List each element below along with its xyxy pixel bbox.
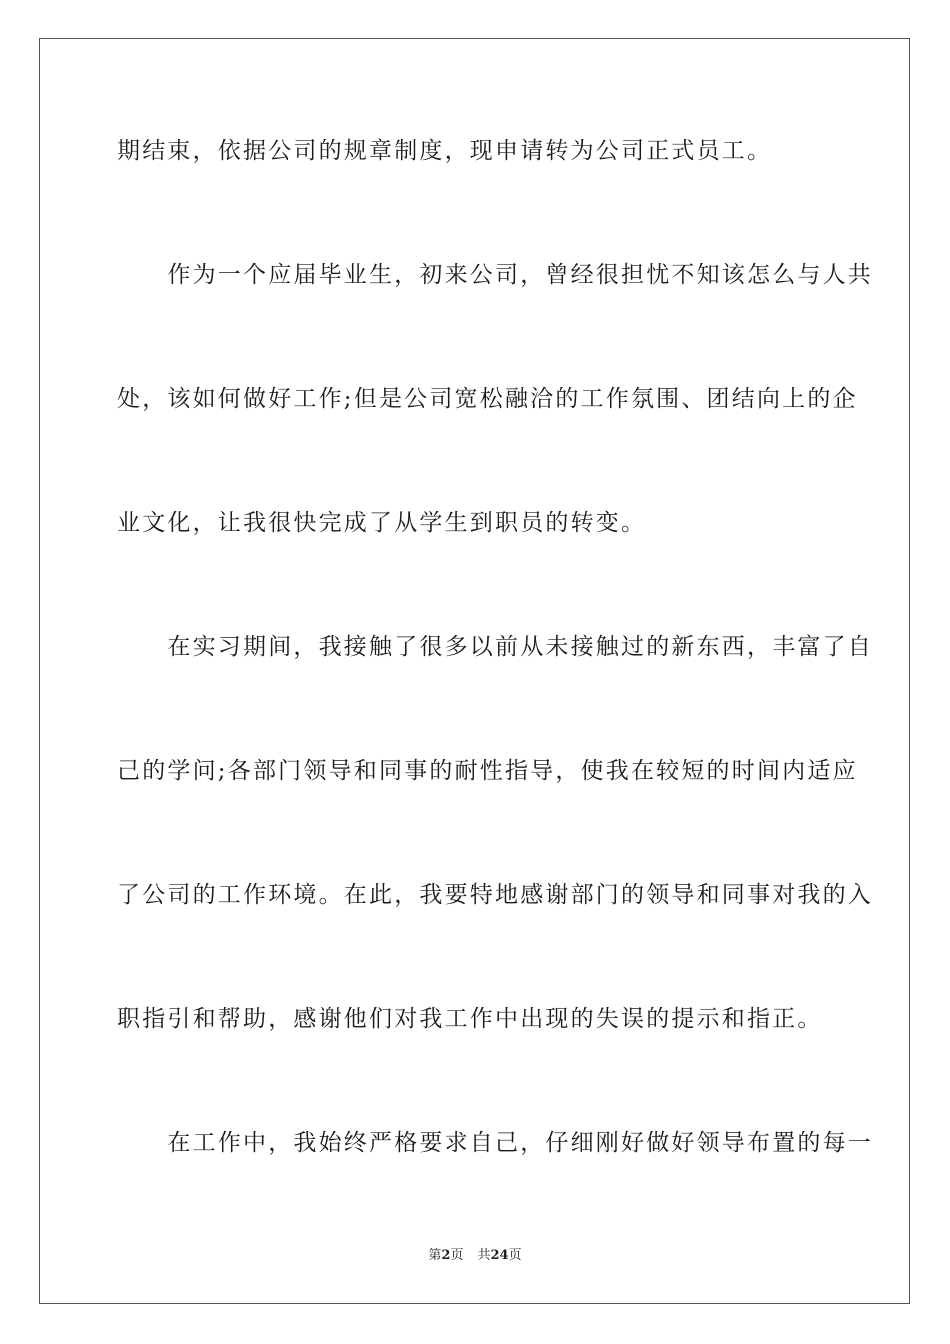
body-text-line: 处，该如何做好工作;但是公司宽松融洽的工作氛围、团结向上的企 bbox=[117, 386, 858, 412]
total-pages-number: 24 bbox=[490, 1248, 509, 1263]
body-text-line: 己的学问;各部门领导和同事的耐性指导，使我在较短的时间内适应 bbox=[117, 758, 858, 784]
page-footer bbox=[0, 1247, 950, 1265]
body-text-line: 作为一个应届毕业生，初来公司，曾经很担忧不知该怎么与人共 bbox=[117, 262, 873, 288]
page-number-prefix: 第 bbox=[428, 1248, 442, 1263]
page-border bbox=[39, 38, 910, 1304]
page-number-suffix: 页 bbox=[450, 1248, 464, 1263]
body-text-line: 在实习期间，我接触了很多以前从未接触过的新东西，丰富了自 bbox=[117, 634, 873, 660]
body-text-line: 期结束，依据公司的规章制度，现申请转为公司正式员工。 bbox=[117, 138, 773, 164]
total-pages-prefix: 共 bbox=[477, 1248, 491, 1263]
body-text-line: 业文化，让我很快完成了从学生到职员的转变。 bbox=[117, 510, 647, 536]
body-text-line: 职指引和帮助，感谢他们对我工作中出现的失误的提示和指正。 bbox=[117, 1006, 823, 1032]
body-text-line: 在工作中，我始终严格要求自己，仔细刚好做好领导布置的每一 bbox=[117, 1130, 873, 1156]
current-page-number: 2 bbox=[441, 1248, 451, 1263]
body-text-line: 了公司的工作环境。在此，我要特地感谢部门的领导和同事对我的入 bbox=[117, 882, 873, 908]
total-pages-suffix: 页 bbox=[508, 1248, 522, 1263]
